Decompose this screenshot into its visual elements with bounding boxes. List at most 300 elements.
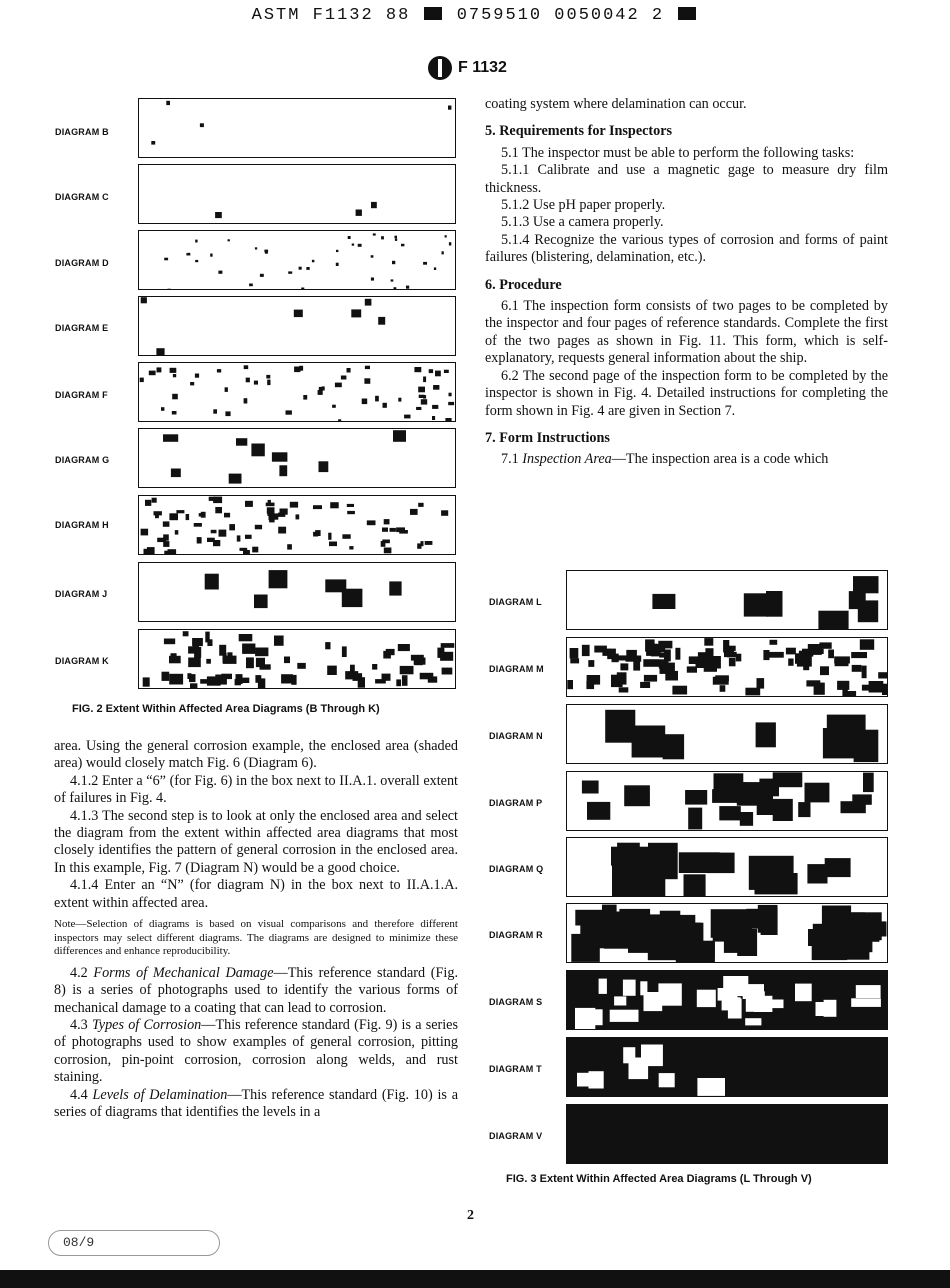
diagram-spot <box>166 101 170 105</box>
diagram-spot <box>237 535 241 541</box>
diagram-spot <box>849 591 866 609</box>
diagram-h-box <box>138 495 456 555</box>
diagram-spot <box>240 548 248 551</box>
diagram-spot <box>260 274 264 277</box>
diagram-spot <box>652 594 675 609</box>
diagram-spot <box>659 1073 675 1087</box>
diagram-spot <box>342 589 363 607</box>
diagram-spot <box>582 781 599 794</box>
diagram-spot <box>213 409 217 413</box>
diagram-spot <box>570 658 579 663</box>
diagram-spot <box>312 260 315 263</box>
diagram-spot <box>251 444 264 457</box>
diagram-spot <box>404 415 410 419</box>
paragraph: 4.1.2 Enter a “6” (for Fig. 6) in the box next to II.A.1. overall extent of failures in Fig. 4. <box>54 772 458 807</box>
diagram-spot <box>862 666 867 679</box>
diagram-spot <box>341 376 347 380</box>
diagram-spot <box>189 674 196 682</box>
diagram-spot <box>743 984 764 999</box>
diagram-spot <box>448 402 454 405</box>
paragraph: area. Using the general corrosion example, the enclosed area (shaded area) would closely match Fig. 6 (Diagram 6). <box>54 738 458 772</box>
paragraph: 4.4 Levels of Delamination—This reference standard (Fig. 10) is a series of diagrams that identifies the levels in a <box>54 1086 458 1121</box>
diagram-spot <box>382 674 391 681</box>
paragraph: coating system where delamination can occur. <box>485 96 747 112</box>
diagram-spot <box>266 375 270 379</box>
diagram-spot <box>704 638 713 646</box>
diagram-spot <box>851 912 865 937</box>
diagram-c-box <box>138 164 456 224</box>
diagram-spot <box>362 399 368 405</box>
diagram-spot <box>365 299 372 306</box>
diagram-spot <box>752 600 769 616</box>
diagram-spot <box>429 369 433 373</box>
diagram-spot <box>330 502 339 508</box>
diagram-spot <box>704 662 717 672</box>
diagram-spot <box>294 310 303 318</box>
paragraph: 5.1.2 Use pH paper properly. <box>501 197 666 214</box>
diagram-spot <box>173 374 176 377</box>
diagram-spot <box>643 659 659 667</box>
diagram-spot <box>254 595 268 609</box>
diagram-p-box <box>566 771 888 831</box>
diagram-f-box <box>138 362 456 422</box>
right-text-column <box>485 96 888 469</box>
diagram-spot <box>633 658 640 671</box>
diagram-spot <box>617 843 640 873</box>
paragraph: 4.1.3 The second step is to look at only the enclosed area and select the diagram from the extent within affected area diagrams that most closely identifies the pattern of general corrosion in the enclosed area. In this example, Fig. 7 (Diagram N) would be a good choice. <box>54 807 458 876</box>
diagram-spot <box>235 679 241 685</box>
diagram-spot <box>296 514 300 519</box>
diagram-spot <box>267 380 270 386</box>
diagram-spot <box>224 513 230 518</box>
diagram-spot <box>878 672 887 678</box>
diagram-spot <box>245 501 253 507</box>
diagram-spot <box>378 317 385 325</box>
diagram-spot <box>294 367 300 373</box>
diagram-spot <box>398 644 410 651</box>
diagram-spot <box>149 371 156 376</box>
diagram-spot <box>590 1009 603 1025</box>
diagram-spot <box>419 395 425 398</box>
diagram-spot <box>629 1058 649 1080</box>
diagram-spot <box>827 715 866 744</box>
diagram-spot <box>252 547 258 553</box>
diagram-spot <box>200 123 204 127</box>
diagram-spot <box>190 382 194 385</box>
diagram-spot <box>336 250 338 252</box>
diagram-spot <box>394 287 397 289</box>
diagram-spot <box>288 271 292 273</box>
header-block-mark <box>424 7 442 20</box>
diagram-spot <box>696 660 706 668</box>
diagram-spot <box>213 497 222 504</box>
diagram-j-box <box>138 562 456 622</box>
diagram-spot <box>425 541 433 545</box>
diagram-spot <box>163 534 169 540</box>
diagram-spot <box>837 681 849 690</box>
diagram-spot <box>722 997 741 1010</box>
diagram-spot <box>154 511 162 515</box>
diagram-spot <box>164 639 175 645</box>
diagram-spot <box>351 309 361 317</box>
diagram-spot <box>418 503 423 507</box>
diagram-spot <box>423 377 426 383</box>
diagram-spot <box>788 659 793 666</box>
diagram-spot <box>207 639 212 646</box>
diagram-spot <box>384 548 392 554</box>
diagram-spot <box>219 530 227 537</box>
diagram-spot <box>623 980 636 996</box>
diagram-spot <box>441 510 448 516</box>
diagram-spot <box>352 244 354 246</box>
diagram-spot <box>255 675 261 683</box>
diagram-spot <box>421 541 424 546</box>
diagram-spot <box>328 533 331 540</box>
diagram-spot <box>278 527 286 534</box>
diagram-spot <box>626 650 637 656</box>
diagram-spot <box>679 852 720 873</box>
diagram-spot <box>755 873 798 894</box>
diagram-spot <box>398 398 401 402</box>
diagram-spot <box>433 385 439 390</box>
header-code-b: 0759510 0050042 2 <box>456 6 665 25</box>
archive-stamp: 08/9 <box>48 1230 220 1256</box>
diagram-label: DIAGRAM J <box>55 589 108 599</box>
diagram-label: DIAGRAM C <box>55 192 109 202</box>
fig2-caption: FIG. 2 Extent Within Affected Area Diagrams (B Through K) <box>72 703 380 715</box>
diagram-spot <box>786 648 796 655</box>
paragraph: 5.1.4 Recognize the various types of corrosion and forms of paint failures (blistering, delamination, etc.). <box>485 231 888 266</box>
diagram-spot <box>161 407 164 411</box>
diagram-label: DIAGRAM S <box>489 997 543 1007</box>
diagram-s-box <box>566 970 888 1030</box>
diagram-spot <box>199 513 206 516</box>
diagram-spot <box>228 239 230 241</box>
diagram-spot <box>610 1010 639 1022</box>
diagram-spot <box>329 542 337 547</box>
diagram-spot <box>280 509 288 515</box>
diagram-spot <box>762 803 791 815</box>
fig3-caption: FIG. 3 Extent Within Affected Area Diagrams (L Through V) <box>506 1173 812 1185</box>
diagram-spot <box>729 658 736 666</box>
diagram-spot <box>225 387 228 392</box>
diagram-spot <box>255 525 262 530</box>
diagram-spot <box>348 236 351 239</box>
diagram-e-box <box>138 296 456 356</box>
diagram-spot <box>299 267 302 270</box>
diagram-spot <box>632 915 669 931</box>
diagram-spot <box>401 244 404 247</box>
diagram-spot <box>441 643 455 648</box>
diagram-spot <box>445 418 451 421</box>
diagram-spot <box>644 675 657 682</box>
diagram-spot <box>851 998 881 1007</box>
diagram-l-box <box>566 570 888 630</box>
diagram-spot <box>367 520 376 525</box>
diagram-spot <box>210 254 212 257</box>
diagram-spot <box>396 527 405 532</box>
diagram-spot <box>145 500 151 506</box>
scan-edge-bar <box>0 1270 950 1288</box>
diagram-spot <box>382 528 388 532</box>
diagram-b-box <box>138 98 456 158</box>
diagram-spot <box>770 652 784 658</box>
diagram-spot <box>195 260 198 262</box>
diagram-spot <box>828 650 834 659</box>
diagram-spot <box>255 648 268 657</box>
diagram-spot <box>818 611 848 629</box>
diagram-label: DIAGRAM K <box>55 656 109 666</box>
diagram-k-box <box>138 629 456 689</box>
diagram-label: DIAGRAM G <box>55 455 110 465</box>
diagram-spot <box>697 1078 725 1096</box>
diagram-spot <box>383 403 387 408</box>
diagram-spot <box>211 530 217 534</box>
diagram-label: DIAGRAM D <box>55 258 109 268</box>
diagram-spot <box>449 242 451 245</box>
diagram-spot <box>254 381 258 385</box>
diagram-spot <box>640 682 650 688</box>
diagram-spot <box>798 802 810 817</box>
diagram-spot <box>396 679 401 686</box>
diagram-spot <box>670 915 696 941</box>
diagram-label: DIAGRAM H <box>55 520 109 530</box>
diagram-spot <box>356 210 362 216</box>
diagram-spot <box>193 641 199 650</box>
diagram-spot <box>372 664 377 670</box>
diagram-spot <box>373 233 376 235</box>
diagram-spot <box>223 653 227 663</box>
diagram-spot <box>818 649 823 654</box>
diagram-spot <box>345 671 358 679</box>
diagram-spot <box>672 686 687 695</box>
diagram-spot <box>724 938 750 953</box>
diagram-spot <box>675 648 680 660</box>
diagram-spot <box>260 664 271 669</box>
diagram-spot <box>599 979 607 994</box>
diagram-spot <box>156 348 164 355</box>
diagram-label: DIAGRAM N <box>489 731 543 741</box>
diagram-spot <box>421 673 428 677</box>
diagram-spot <box>246 378 250 383</box>
diagram-spot <box>770 1000 784 1009</box>
diagram-spot <box>824 1000 837 1017</box>
diagram-spot <box>820 666 829 675</box>
diagram-spot <box>141 297 147 303</box>
diagram-spot <box>449 393 452 397</box>
paragraph: 4.2 Forms of Mechanical Damage—This reference standard (Fig. 8) is a series of photographs used to identify the various forms of mechanical damage to a coating that can lead to corrosion. <box>54 964 458 1016</box>
diagram-spot <box>805 783 830 803</box>
diagram-spot <box>392 261 395 264</box>
section-heading: 6. Procedure <box>485 276 562 293</box>
diagram-spot <box>737 782 761 806</box>
diagram-spot <box>266 503 275 507</box>
diagram-spot <box>853 576 879 593</box>
diagram-spot <box>279 465 287 476</box>
diagram-spot <box>570 648 579 658</box>
diagram-spot <box>319 461 329 472</box>
diagram-v-box <box>566 1104 888 1164</box>
diagram-spot <box>176 510 184 513</box>
diagram-spot <box>856 985 881 998</box>
diagram-spot <box>745 1018 761 1025</box>
diagram-spot <box>284 657 290 664</box>
diagram-spot <box>303 395 307 400</box>
diagram-spot <box>286 410 292 414</box>
diagram-spot <box>685 790 707 805</box>
diagram-spot <box>806 680 820 686</box>
paragraph: 6.2 The second page of the inspection form to be completed by the inspector is shown in Fig. 4. Detailed instructions for completing the form shown in Fig. 4 are given in Section 7. <box>485 367 888 419</box>
diagram-spot <box>761 907 778 935</box>
diagram-spot <box>349 546 353 549</box>
diagram-spot <box>207 538 215 542</box>
diagram-spot <box>410 509 418 515</box>
astm-logo-icon <box>428 56 452 80</box>
diagram-spot <box>218 271 222 274</box>
diagram-t-box <box>566 1037 888 1097</box>
diagram-spot <box>423 262 427 265</box>
diagram-spot <box>770 640 778 645</box>
diagram-spot <box>444 370 449 373</box>
diagram-spot <box>620 663 628 670</box>
diagram-spot <box>582 645 590 656</box>
diagram-spot <box>860 639 874 650</box>
diagram-spot <box>567 680 573 689</box>
section-heading: 7. Form Instructions <box>485 429 610 446</box>
diagram-spot <box>834 656 850 663</box>
diagram-spot <box>852 665 862 672</box>
diagram-spot <box>245 535 252 539</box>
diagram-spot <box>866 921 887 936</box>
diagram-spot <box>869 681 884 693</box>
diagram-spot <box>164 551 169 554</box>
diagram-spot <box>255 247 257 249</box>
diagram-spot <box>589 1071 604 1088</box>
diagram-spot <box>290 502 298 508</box>
diagram-n-box <box>566 704 888 764</box>
diagram-spot <box>389 581 401 595</box>
diagram-spot <box>414 656 423 666</box>
diagram-spot <box>358 244 362 247</box>
diagram-spot <box>322 386 325 390</box>
diagram-spot <box>206 659 211 664</box>
diagram-spot <box>371 255 374 258</box>
diagram-spot <box>852 794 872 804</box>
diagram-spot <box>588 660 594 667</box>
diagram-spot <box>272 452 288 461</box>
diagram-spot <box>188 658 201 668</box>
diagram-spot <box>365 366 370 369</box>
diagram-spot <box>812 936 848 960</box>
diagram-spot <box>190 683 197 688</box>
diagram-spot <box>144 549 149 554</box>
diagram-spot <box>186 514 190 520</box>
diagram-spot <box>391 279 394 281</box>
diagram-spot <box>400 666 414 674</box>
diagram-g-box <box>138 428 456 488</box>
diagram-spot <box>164 258 168 261</box>
diagram-spot <box>371 202 377 208</box>
diagram-spot <box>382 540 390 544</box>
diagram-spot <box>325 642 330 649</box>
diagram-spot <box>442 251 444 254</box>
diagram-spot <box>163 541 169 547</box>
diagram-spot <box>140 378 144 383</box>
diagram-spot <box>421 399 427 404</box>
diagram-label: DIAGRAM R <box>489 930 543 940</box>
diagram-spot <box>225 411 230 416</box>
diagram-spot <box>281 674 293 683</box>
diagram-r-box <box>566 903 888 963</box>
diagram-spot <box>172 394 178 400</box>
diagram-spot <box>605 710 635 743</box>
diagram-spot <box>342 646 347 657</box>
diagram-spot <box>162 672 170 681</box>
diagram-spot <box>342 534 350 539</box>
diagram-spot <box>418 387 425 393</box>
diagram-spot <box>434 267 436 270</box>
diagram-spot <box>157 367 162 372</box>
diagram-spot <box>244 398 248 403</box>
diagram-spot <box>170 368 177 373</box>
diagram-spot <box>432 405 438 409</box>
diagram-spot <box>381 236 384 239</box>
diagram-spot <box>347 511 355 514</box>
diagram-spot <box>195 374 199 378</box>
diagram-spot <box>183 631 189 636</box>
diagram-label: DIAGRAM V <box>489 1131 543 1141</box>
diagram-spot <box>432 416 435 420</box>
diagram-label: DIAGRAM Q <box>489 864 544 874</box>
diagram-spot <box>332 405 336 408</box>
diagram-label: DIAGRAM P <box>489 798 543 808</box>
diagram-spot <box>347 368 351 373</box>
diagram-q-box <box>566 837 888 897</box>
diagram-spot <box>757 678 765 689</box>
diagram-spot <box>416 407 421 410</box>
diagram-spot <box>442 668 453 675</box>
diagram-spot <box>386 649 395 655</box>
diagram-spot <box>375 396 379 402</box>
diagram-spot <box>217 369 221 372</box>
diagram-spot <box>448 106 451 110</box>
paragraph: 7.1 Inspection Area—The inspection area is a code which <box>501 451 829 468</box>
section-heading: 5. Requirements for Inspectors <box>485 123 673 140</box>
diagram-spot <box>759 779 779 797</box>
diagram-spot <box>215 212 222 218</box>
diagram-spot <box>614 996 626 1005</box>
diagram-spot <box>152 498 157 503</box>
diagram-spot <box>740 812 753 826</box>
diagram-spot <box>586 681 594 689</box>
diagram-spot <box>207 676 221 685</box>
diagram-spot <box>371 278 374 281</box>
diagram-spot <box>175 530 179 535</box>
diagram-spot <box>264 250 268 253</box>
diagram-spot <box>141 529 149 536</box>
diagram-spot <box>347 504 354 507</box>
diagram-d-box <box>138 230 456 290</box>
diagram-label: DIAGRAM T <box>489 1064 542 1074</box>
diagram-spot <box>194 523 202 527</box>
diagram-spot <box>215 507 222 513</box>
note-paragraph: Note—Selection of diagrams is based on visual comparisons and therefore different inspectors may select different diagrams. The diagrams are designed to minimize these differences and enhance reproducibility. <box>54 918 458 958</box>
diagram-spot <box>756 722 776 747</box>
standard-designation <box>428 56 507 80</box>
diagram-spot <box>763 650 769 660</box>
diagram-spot <box>163 521 170 526</box>
diagram-spot <box>807 864 827 883</box>
